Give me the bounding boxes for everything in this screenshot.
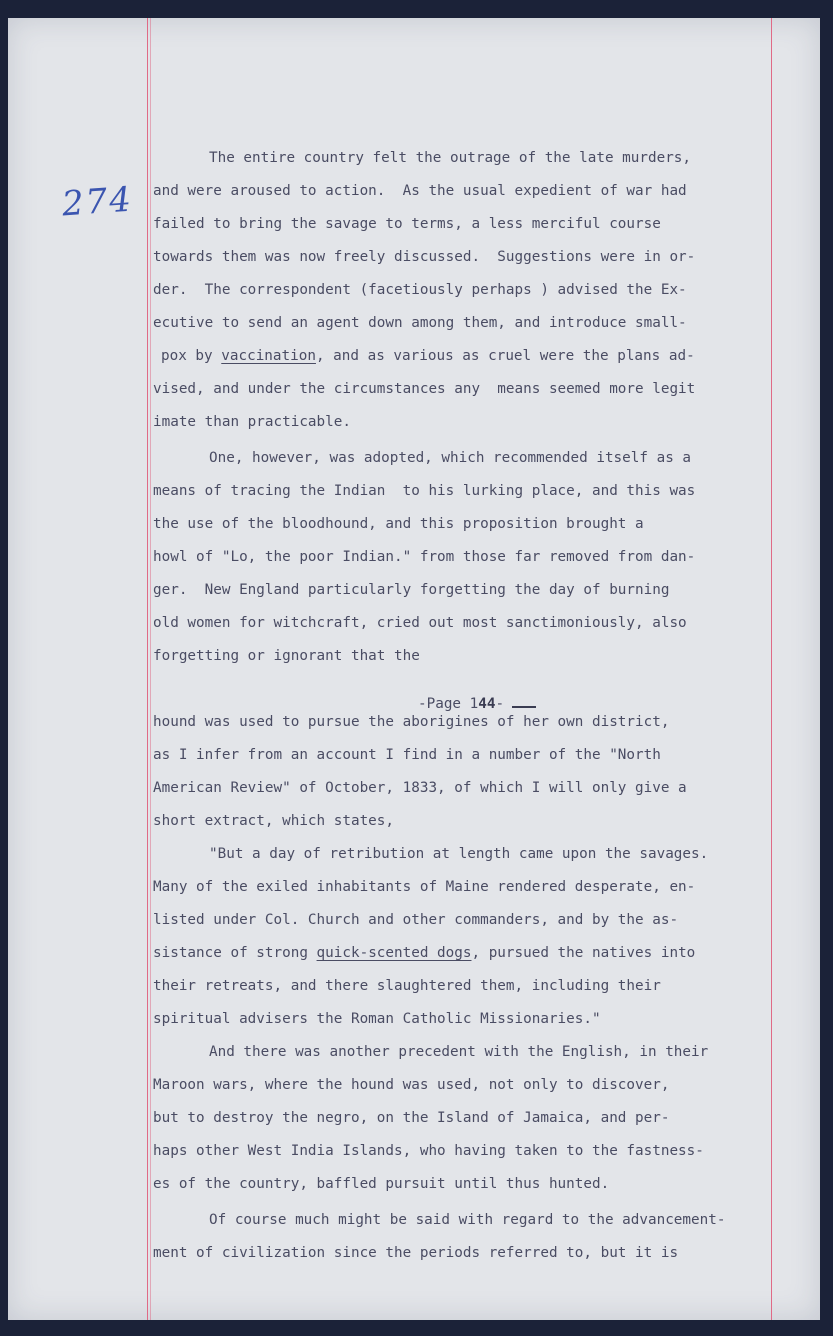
text-line: ment of civilization since the periods referred to, but it is: [153, 1245, 679, 1261]
text-line: means of tracing the Indian to his lurking place, and this was: [153, 483, 696, 499]
right-margin-line: [771, 18, 772, 1320]
left-margin-line: [147, 18, 148, 1320]
text-line: vised, and under the circumstances any means seemed more legit: [153, 381, 696, 397]
text-line: Of course much might be said with regard to the advancement-: [209, 1212, 726, 1228]
text-line: listed under Col. Church and other commanders, and by the as-: [153, 912, 679, 928]
text-line: towards them was now freely discussed. Suggestions were in or-: [153, 249, 696, 265]
underlined-phrase: quick-scented dogs: [316, 945, 472, 961]
text-line: The entire country felt the outrage of the late murders,: [209, 150, 692, 166]
text-line: haps other West India Islands, who having taken to the fastness-: [153, 1143, 704, 1159]
text-line: the use of the bloodhound, and this proposition brought a: [153, 516, 644, 532]
text-line: Maroon wars, where the hound was used, not only to discover,: [153, 1077, 670, 1093]
text-line: as I infer from an account I find in a number of the "North: [153, 747, 661, 763]
underlined-word: vaccination: [221, 348, 316, 364]
text-line: One, however, was adopted, which recommended itself as a: [209, 450, 692, 466]
document-page: [8, 18, 820, 1320]
page-footer: [418, 696, 504, 712]
text-line: And there was another precedent with the English, in their: [209, 1044, 709, 1060]
footer-suffix: -: [495, 696, 505, 712]
text-line: spiritual advisers the Roman Catholic Missionaries.": [153, 1011, 601, 1027]
handwritten-page-number: 274: [60, 179, 135, 225]
text-segment: , and as various as cruel were the plans ad-: [315, 348, 695, 364]
footer-label: -Page 1: [418, 696, 479, 712]
text-line: der. The correspondent (facetiously perhaps ) advised the Ex-: [153, 282, 687, 298]
text-line: but to destroy the negro, on the Island of Jamaica, and per-: [153, 1110, 670, 1126]
text-line: ecutive to send an agent down among them, and introduce small-: [153, 315, 687, 331]
text-line: ger. New England particularly forgetting the day of burning: [153, 582, 670, 598]
text-line: [161, 346, 695, 366]
footer-page-number: 44: [478, 696, 496, 712]
text-line: failed to bring the savage to terms, a less merciful course: [153, 216, 661, 232]
text-segment: pox by: [161, 348, 222, 364]
text-line: short extract, which states,: [153, 813, 395, 829]
text-line: [153, 943, 695, 963]
text-line: their retreats, and there slaughtered them, including their: [153, 978, 661, 994]
strikethrough-mark: [512, 706, 536, 708]
text-line: imate than practicable.: [153, 414, 351, 430]
text-line: old women for witchcraft, cried out most sanctimoniously, also: [153, 615, 687, 631]
text-line: forgetting or ignorant that the: [153, 648, 420, 664]
text-line: howl of "Lo, the poor Indian." from those far removed from dan-: [153, 549, 696, 565]
text-segment: sistance of strong: [153, 945, 317, 961]
text-line: es of the country, baffled pursuit until thus hunted.: [153, 1176, 610, 1192]
text-line: and were aroused to action. As the usual expedient of war had: [153, 183, 687, 199]
text-line: "But a day of retribution at length came upon the savages.: [209, 846, 709, 862]
text-line: Many of the exiled inhabitants of Maine rendered desperate, en-: [153, 879, 696, 895]
text-segment: , pursued the natives into: [471, 945, 696, 961]
text-line: American Review" of October, 1833, of which I will only give a: [153, 780, 687, 796]
text-line: hound was used to pursue the aborigines of her own district,: [153, 714, 670, 730]
